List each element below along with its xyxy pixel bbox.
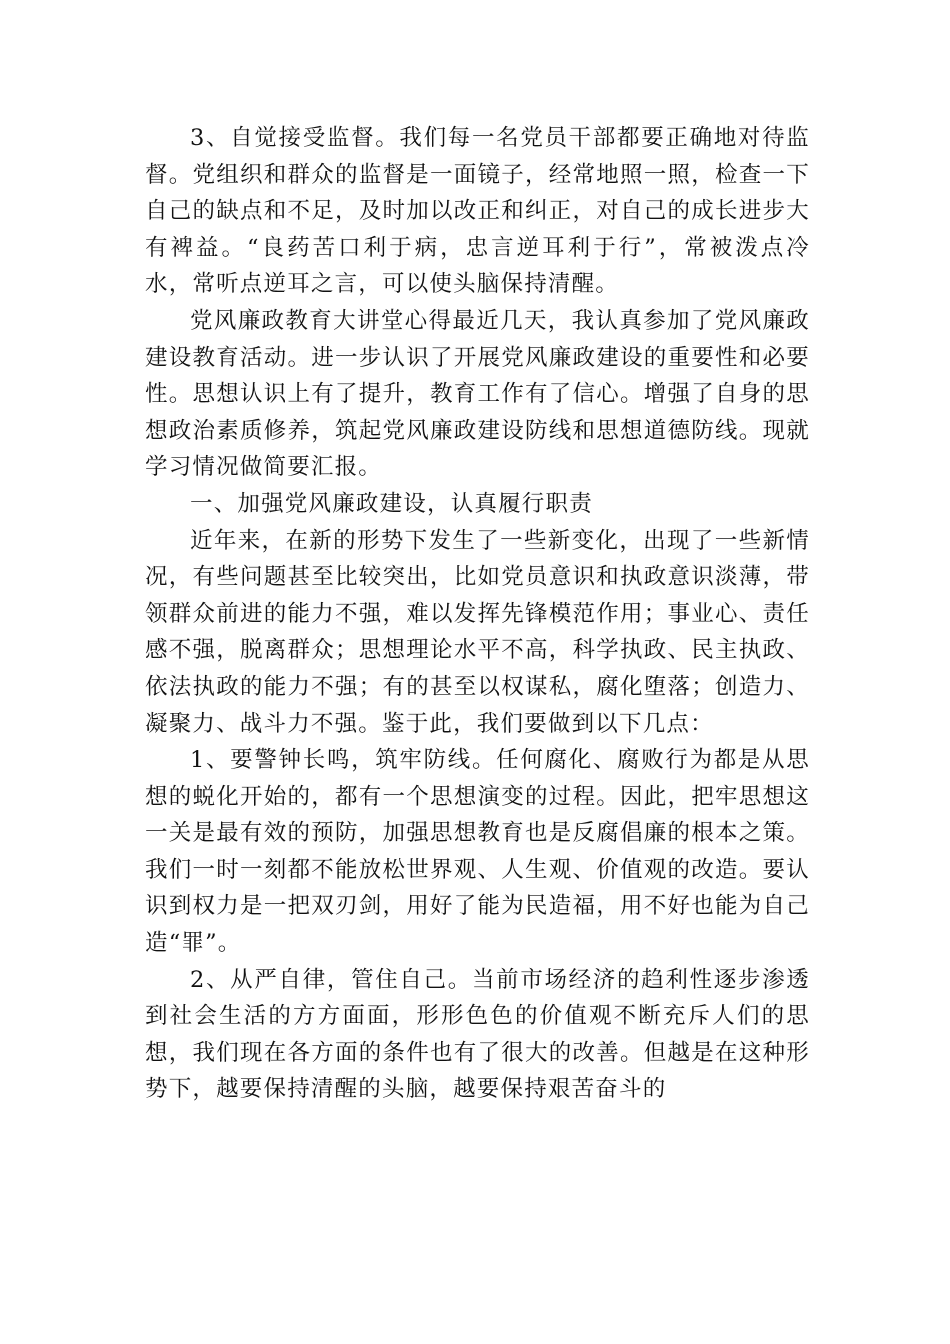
section-heading-one: 一、加强党风廉政建设，认真履行职责	[190, 490, 593, 517]
paragraph-self-supervision: 3、自觉接受监督。我们每一名党员干部都要正确地对待监督。党组织和群众的监督是一面镜子，经常地照一照，检查一下自己的缺点和不足，及时加以改正和纠正，对自己的成长进步大有裨益。“良药苦口利于病，忠言逆耳利于行”，常被泼点冷水，常听点逆耳之言，可以使头脑保持清醒。	[145, 125, 810, 298]
paragraph-lecture-reflection: 党风廉政教育大讲堂心得最近几天，我认真参加了党风廉政建设教育活动。进一步认识了开展党风廉政建设的重要性和必要性。思想认识上有了提升，教育工作有了信心。增强了自身的思想政治素质修养，筑起党风廉政建设防线和思想道德防线。现就学习情况做简要汇报。	[145, 307, 810, 481]
paragraph-point-two: 2、从严自律，管住自己。当前市场经济的趋利性逐步渗透到社会生活的方方面面，形形色色的价值观不断充斥人们的思想，我们现在各方面的条件也有了很大的改善。但越是在这种形势下，越要保持清醒的头脑，越要保持艰苦奋斗的	[145, 966, 810, 1103]
paragraph-point-one: 1、要警钟长鸣，筑牢防线。任何腐化、腐败行为都是从思想的蜕化开始的，都有一个思想演变的过程。因此，把牢思想这一关是最有效的预防，加强思想教育也是反腐倡廉的根本之策。我们一时一刻都不能放松世界观、人生观、价值观的改造。要认识到权力是一把双刃剑，用好了能为民造福，用不好也能为自己造“罪”。	[145, 747, 810, 957]
paragraph-recent-years: 近年来，在新的形势下发生了一些新变化，出现了一些新情况，有些问题甚至比较突出，比如党员意识和执政意识淡薄，带领群众前进的能力不强，难以发挥先锋模范作用；事业心、责任感不强，脱离群众；思想理论水平不高，科学执政、民主执政、依法执政的能力不强；有的甚至以权谋私，腐化堕落；创造力、凝聚力、战斗力不强。鉴于此，我们要做到以下几点：	[145, 527, 810, 737]
document-page	[145, 120, 810, 1108]
